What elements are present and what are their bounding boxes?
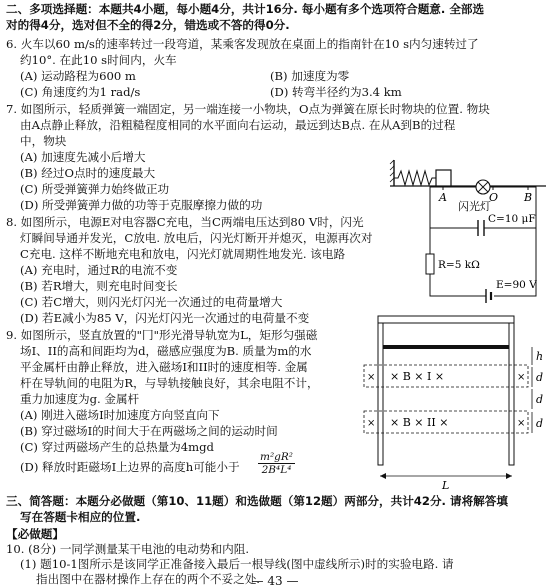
dim-d2-label: d [536,393,544,406]
page-number: — 43 — [251,574,299,588]
q9-option-d: (D) 释放时距磁场I上边界的高度h可能小于 [20,460,240,474]
q7-option-a: (A) 加速度先减小后增大 [20,150,146,164]
q10-sub1: (1) 题10-1图所示是该同学正准备接入最后一根导线(图中虚线所示)时的实验电路. 请 [20,557,454,571]
dim-d3-label: d [536,417,544,430]
required-label: 【必做题】 [6,527,64,541]
q7-stem-line1: 7. 如图所示，轻质弹簧一端固定，另一端连接一小物块，O点为弹簧在原长时物块的位置. 物块 [6,102,490,116]
q6-option-a: (A) 运动路程为600 m [20,69,136,83]
q8-stem-line1: 8. 如图所示，电源E对电容器C充电，当C两端电压达到80 V时，闪光 [6,215,364,229]
q9-rail-diagram [348,312,546,492]
field-2-label: × B × II × [390,416,449,429]
resistor [426,254,434,274]
label-a: A [439,191,447,204]
magnetic-field-1 [364,365,528,387]
metal-rod [383,345,509,349]
lamp-label: 闪光灯 [458,200,491,213]
q8-option-c: (C) 若C增大，则闪光灯闪光一次通过的电荷量增大 [20,295,283,309]
dim-h-label: h [536,350,544,363]
q9-option-c: (C) 穿过两磁场产生的总热量为4mgd [20,440,214,454]
q8-circuit-diagram [418,178,548,308]
field-2-cross-left: × [367,418,376,429]
q6-option-d: (D) 转弯半径约为3.4 km [270,85,402,99]
q8-option-a: (A) 充电时，通过R的电流不变 [20,263,178,277]
section2-header-line2: 对的得4分，选对但不全的得2分，错选或不答的得0分. [6,18,290,32]
q8-option-d: (D) 若E减小为85 V，闪光灯闪光一次通过的电荷量不变 [20,311,310,325]
q7-option-c: (C) 所受弹簧弹力始终做正功 [20,182,170,196]
section2-header-line1: 二、多项选择题：本题共4小题，每小题4分，共计16分. 每小题有多个选项符合题意. 全部选 [6,2,485,16]
capacitor-label: C=10 μF [488,213,536,225]
q9-stem-line5: 重力加速度为g. 金属杆 [20,392,140,406]
q8-stem-line3: C充电. 这样不断地充电和放电，闪光灯就周期性地发光. 该电路 [20,247,346,261]
q7-stem-line3: 中，物块 [20,134,67,148]
fraction-numerator: m²gR² [260,451,294,463]
field-2-cross-right: × [517,418,526,429]
q9-option-b: (B) 穿过磁场I的时间大于在两磁场之间的运动时间 [20,424,278,438]
q9-stem-line4: 杆在导轨间的电阻为R，与导轨接触良好，其余电阻不计， [20,376,319,390]
q7-option-d: (D) 所受弹簧弹力做的功等于克服摩擦力做的功 [20,198,263,212]
q9-stem-line1: 9. 如图所示，竖直放置的"冂"形光滑导轨宽为L，矩形匀强磁 [6,328,318,342]
dim-l-label: L [442,479,450,492]
right-rail [509,323,514,465]
dim-d1-label: d [536,371,544,384]
section3-header-line1: 三、简答题：本题分必做题（第10、11题）和选做题（第12题）两部分，共计42分. 请将解答填 [6,494,508,508]
q10-sub2: 指出图中在器材操作上存在的两个不妥之处. [36,572,260,586]
resistor-label: R=5 kΩ [438,259,480,271]
q9-stem-line3: 平金属杆由静止释放，进入磁场I和II时的速度相等. 金属 [20,360,308,374]
q6-stem-line1: 6. 火车以60 m/s的速率转过一段弯道，某乘客发现放在桌面上的指南针在10 s内匀速转过了 [6,37,479,51]
field-1-cross-right: × [517,372,526,383]
top-rail [378,316,514,323]
q9-stem-line2: 场I、II的高和间距均为d，磁感应强度为B. 质量为m的水 [20,344,312,358]
q8-stem-line2: 灯瞬间导通并发光，C放电. 放电后，闪光灯断开并熄灭，电源再次对 [20,231,373,245]
q7-stem-line2: 由A点静止释放，沿粗糙程度相同的水平面向右运动，最远到达B点. 在从A到B的过程 [20,118,456,132]
emf-label: E=90 V [496,279,537,291]
q6-option-c: (C) 角速度约为1 rad/s [20,85,141,99]
q6-stem-line2: 约10°. 在此10 s时间内，火车 [20,53,177,67]
q10-stem: 10. (8分) 一同学测量某干电池的电动势和内阻. [6,542,250,556]
q6-option-b: (B) 加速度为零 [270,69,350,83]
left-rail [378,323,383,465]
section3-header-line2: 写在答题卡相应的位置. [20,510,141,524]
label-o: O [489,191,499,204]
q9-fraction [258,451,295,476]
q9-option-a: (A) 刚进入磁场I时加速度方向竖直向下 [20,408,220,422]
field-1-cross-left: × [367,372,376,383]
label-b: B [524,191,533,204]
fraction-denominator: 2B⁴L⁴ [261,464,292,476]
q7-option-b: (B) 经过O点时的速度最大 [20,166,156,180]
field-1-label: × B × I × [390,370,445,383]
q8-option-b: (B) 若R增大，则充电时间变长 [20,279,178,293]
